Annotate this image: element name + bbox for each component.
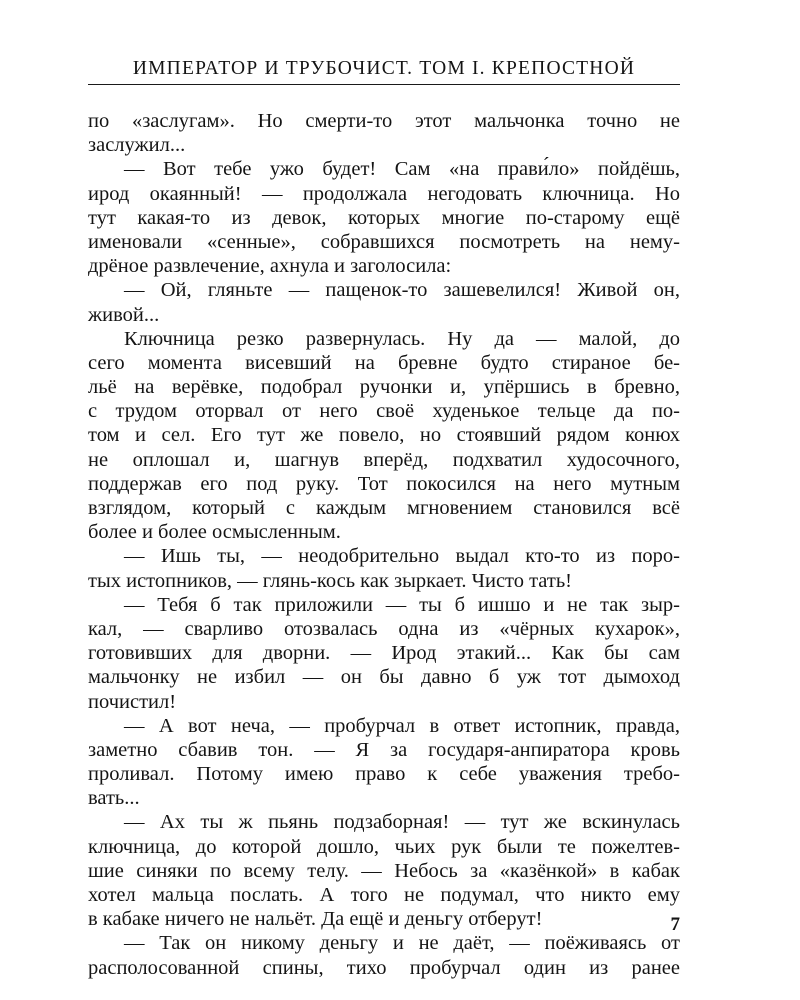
text-line: заметно сбавив тон. — Я за государя-анпиратора кровь [88, 738, 680, 761]
text-line: — Вот тебе ужо будет! Сам «на прави́ло» пойдёшь, [124, 158, 680, 181]
text-line: льё на верёвке, подобрал ручонки и, упёршись в бревно, [88, 376, 680, 399]
text-line: располосованной спины, тихо пробурчал один из ранее [88, 956, 680, 979]
text-line: взглядом, который с каждым мгновением становился всё [88, 497, 680, 519]
text-line: с трудом оторвал от него своё худенькое тельце да по- [88, 400, 680, 423]
text-line: в кабаке ничего не нальёт. Да ещё и деньгу отберут! [88, 908, 543, 931]
text-line: дрёное развлечение, ахнула и заголосила: [88, 255, 452, 278]
text-line: проливал. Потому имею право к себе уважения требо- [88, 763, 680, 786]
text-line: — Тебя б так приложили — ты б ишшо и не так зыр- [124, 593, 680, 616]
text-line: — А вот неча, — пробурчал в ответ истопник, правда, [124, 714, 680, 737]
text-line: — Так он никому деньгу и не даёт, — поёживаясь от [124, 932, 680, 955]
text-line: сего момента висевший на бревне будто стираное бе- [88, 351, 680, 374]
text-line: живой... [88, 303, 160, 326]
text-line: по «заслугам». Но смерти-то этот мальчонка точно не [88, 110, 680, 132]
text-line: готовивших для дворни. — Ирод этакий... Как бы сам [88, 642, 680, 665]
text-line: — Ой, гляньте — пащенок-то зашевелился! Живой он, [124, 279, 680, 302]
text-line: ключница, до которой дошло, чьих рук были те пожелтев- [88, 835, 680, 858]
text-line: именовали «сенные», собравшихся посмотреть на нему- [88, 230, 680, 253]
text-line: том и сел. Его тут же повело, но стоявший рядом конюх [88, 424, 680, 447]
text-line: тут какая-то из девок, которых многие по-старому ещё [88, 206, 680, 229]
body-text [88, 109, 680, 980]
text-line: — Ах ты ж пьянь подзаборная! — тут же вскинулась [124, 811, 680, 834]
page-number: 7 [670, 914, 680, 935]
text-line: кал, — сварливо отозвалась одна из «чёрных кухарок», [88, 617, 680, 640]
running-head: ИМПЕРАТОР И ТРУБОЧИСТ. ТОМ I. КРЕПОСТНОЙ [88, 58, 680, 85]
text-line: почистил! [88, 690, 177, 713]
text-line: более и более осмысленным. [88, 521, 341, 544]
text-line: вать... [88, 787, 140, 810]
text-line: хотел мальца послать. А того не подумал, что никто ему [88, 884, 680, 906]
text-line: мальчонку не избил — он бы давно б уж тот дымоход [88, 666, 680, 689]
text-line: Ключница резко развернулась. Ну да — малой, до [124, 327, 680, 350]
text-line: заслужил... [88, 134, 186, 157]
text-line: шие синяки по всему телу. — Небось за «казёнкой» в кабак [88, 859, 680, 882]
text-line: — Ишь ты, — неодобрительно выдал кто-то из поро- [124, 545, 680, 568]
text-line: не оплошал и, шагнув вперёд, подхватил худосочного, [88, 448, 680, 471]
text-line: ирод окаянный! — продолжала негодовать ключница. Но [88, 182, 680, 205]
text-line: поддержав его под руку. Тот покосился на него мутным [88, 472, 680, 495]
text-line: тых истопников, — глянь-кось как зыркает. Чисто тать! [88, 569, 573, 592]
